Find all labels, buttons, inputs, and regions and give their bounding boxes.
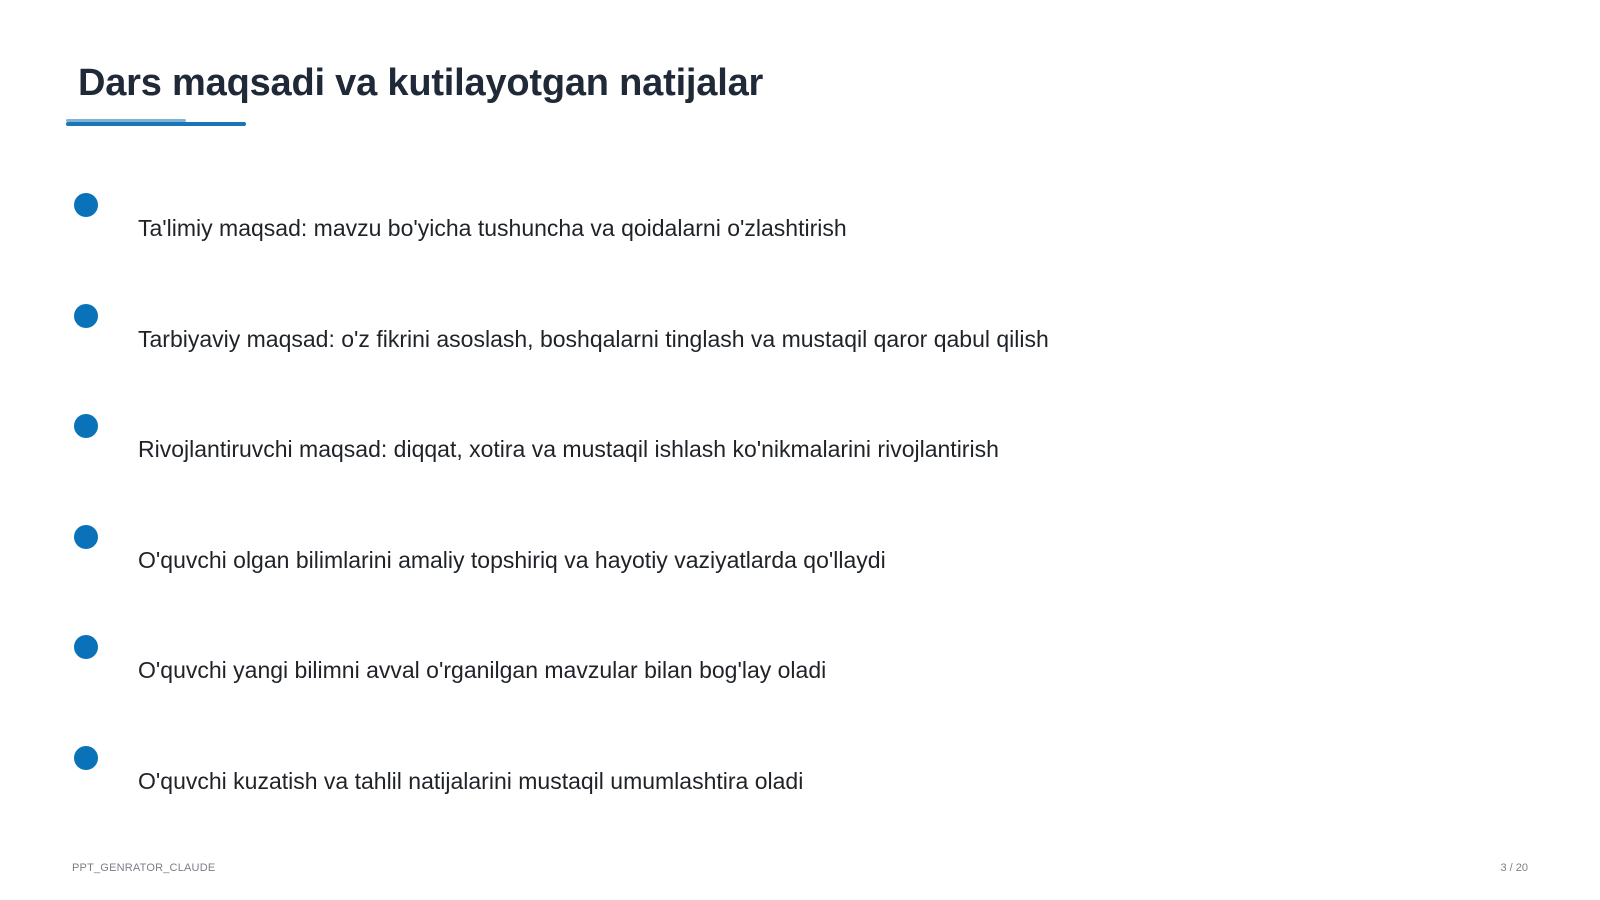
- bullet-dot-icon: [74, 193, 98, 217]
- bullet-item: [0, 635, 1600, 715]
- slide-title: Dars maqsadi va kutilayotgan natijalar: [78, 62, 764, 104]
- bullet-text: Ta'limiy maqsad: mavzu bo'yicha tushuncha va qoidalarni o'zlashtirish: [138, 215, 847, 241]
- bullet-item: [0, 746, 1600, 826]
- bullet-dot-icon: [74, 525, 98, 549]
- bullet-dot-icon: [74, 635, 98, 659]
- footer-generator-label: PPT_GENRATOR_CLAUDE: [72, 862, 216, 874]
- bullet-text: Rivojlantiruvchi maqsad: diqqat, xotira va mustaqil ishlash ko'nikmalarini rivojlantirish: [138, 436, 999, 462]
- bullet-item: [0, 414, 1600, 494]
- bullet-text: Tarbiyaviy maqsad: o'z fikrini asoslash, boshqalarni tinglash va mustaqil qaror qabul qilish: [138, 326, 1049, 352]
- bullet-text: O'quvchi olgan bilimlarini amaliy topshiriq va hayotiy vaziyatlarda qo'llaydi: [138, 547, 886, 573]
- bullet-text: O'quvchi kuzatish va tahlil natijalarini mustaqil umumlashtira oladi: [138, 768, 804, 794]
- bullet-dot-icon: [74, 414, 98, 438]
- bullet-item: [0, 304, 1600, 384]
- footer-page-number: 3 / 20: [1500, 862, 1528, 874]
- bullet-item: [0, 525, 1600, 605]
- bullet-item: [0, 193, 1600, 273]
- bullet-dot-icon: [74, 304, 98, 328]
- bullet-dot-icon: [74, 746, 98, 770]
- bullet-text: O'quvchi yangi bilimni avval o'rganilgan mavzular bilan bog'lay oladi: [138, 657, 827, 683]
